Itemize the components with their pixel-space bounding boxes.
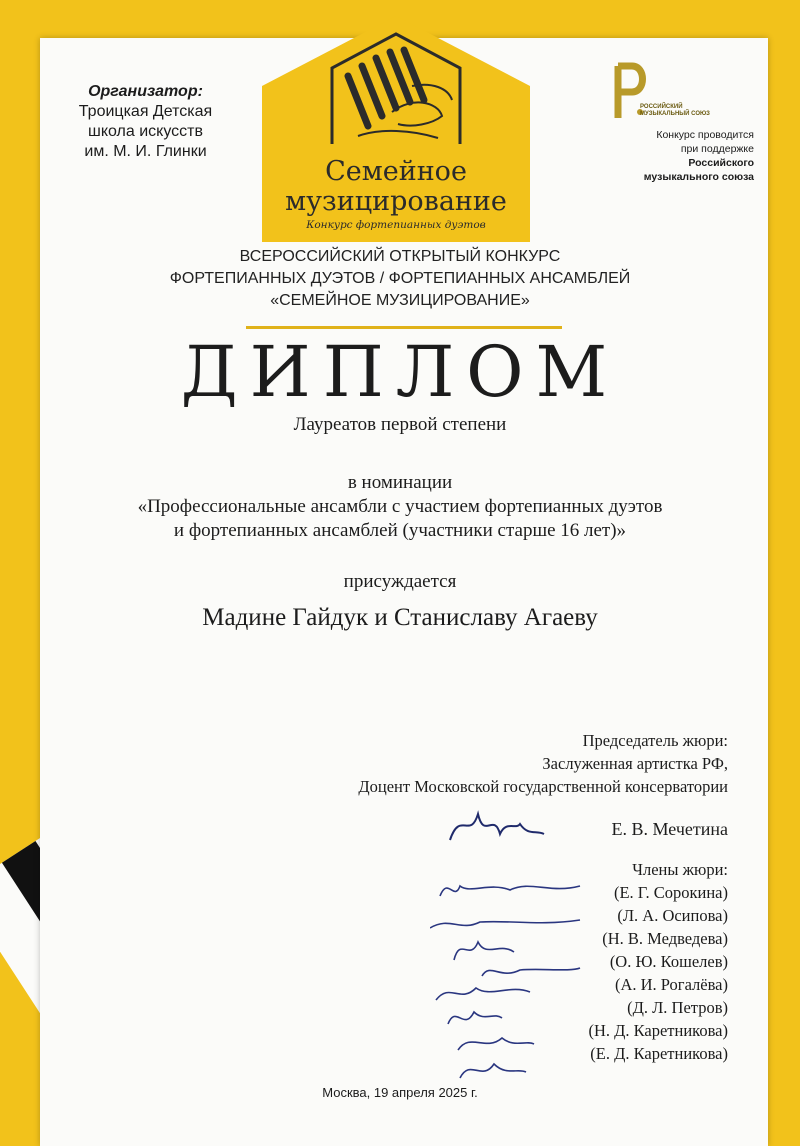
contest-logo	[262, 16, 530, 242]
recipients: Мадине Гайдук и Станиславу Агаеву	[202, 604, 598, 631]
organizer-line: им. М. И. Глинки	[84, 143, 207, 160]
organizer-line: школа искусств	[87, 123, 203, 140]
jury-members-heading: Члены жюри:	[632, 860, 728, 879]
jury-member: (Е. Г. Сорокина)	[613, 883, 728, 902]
diploma-title: ДИПЛОМ	[180, 331, 620, 413]
jury-chair-line: Председатель жюри:	[582, 731, 728, 750]
jury-member: (А. И. Рогалёва)	[614, 975, 728, 994]
partner-note	[622, 128, 754, 184]
jury-member: (Д. Л. Петров)	[627, 998, 728, 1017]
jury-member: (Н. Д. Каретникова)	[588, 1021, 728, 1040]
place-date: Москва, 19 апреля 2025 г.	[322, 1085, 478, 1100]
jury-member: (Н. В. Медведева)	[602, 929, 728, 948]
logo-title-line2: музицирование	[285, 186, 507, 217]
partner-name	[640, 104, 710, 118]
partner-note-line: Конкурс проводится	[656, 129, 754, 141]
diploma-degree: Лауреатов первой степени	[293, 414, 507, 435]
organizer-line: Троицкая Детская	[78, 103, 213, 120]
awarded-label: присуждается	[343, 571, 457, 592]
contest-title-line: «СЕМЕЙНОЕ МУЗИЦИРОВАНИЕ»	[270, 292, 530, 309]
partner-name-line: МУЗЫКАЛЬНЫЙ СОЮЗ	[640, 111, 710, 117]
jury-member: (О. Ю. Кошелев)	[609, 952, 728, 971]
partner-note-line: при поддержке	[680, 143, 754, 155]
jury-member: (Л. А. Осипова)	[617, 906, 728, 925]
partner-note-bold-line: музыкального союза	[643, 171, 754, 183]
signatures-members	[430, 872, 610, 1092]
contest-title-line: ФОРТЕПИАННЫХ ДУЭТОВ / ФОРТЕПИАННЫХ АНСАМБЛЕЙ	[169, 270, 631, 287]
nomination-line: и фортепианных ансамблей (участники старше 16 лет)»	[173, 520, 627, 541]
partner-note-bold-line: Российского	[688, 157, 754, 169]
signature-chair	[440, 800, 550, 850]
jury-chair-line: Доцент Московской государственной консерватории	[358, 777, 728, 796]
logo-subtitle: Конкурс фортепианных дуэтов	[306, 219, 486, 231]
logo-title-line1: Семейное	[325, 156, 467, 187]
nomination-label: в номинации	[347, 472, 453, 493]
title-divider	[246, 326, 562, 329]
partner-name-line: РОССИЙСКИЙ	[640, 104, 683, 110]
jury-chair-name: Е. В. Мечетина	[611, 819, 728, 839]
nomination-line: «Профессиональные ансамбли с участием фортепианных дуэтов	[137, 496, 663, 517]
contest-title-line: ВСЕРОССИЙСКИЙ ОТКРЫТЫЙ КОНКУРС	[239, 248, 561, 265]
jury-chair-line: Заслуженная артистка РФ,	[542, 754, 728, 773]
jury-chair-block	[358, 729, 728, 798]
organizer-block	[58, 82, 233, 162]
organizer-heading: Организатор:	[88, 83, 203, 100]
jury-member: (Е. Д. Каретникова)	[590, 1044, 728, 1063]
contest-title	[140, 246, 660, 312]
nomination	[0, 495, 800, 543]
